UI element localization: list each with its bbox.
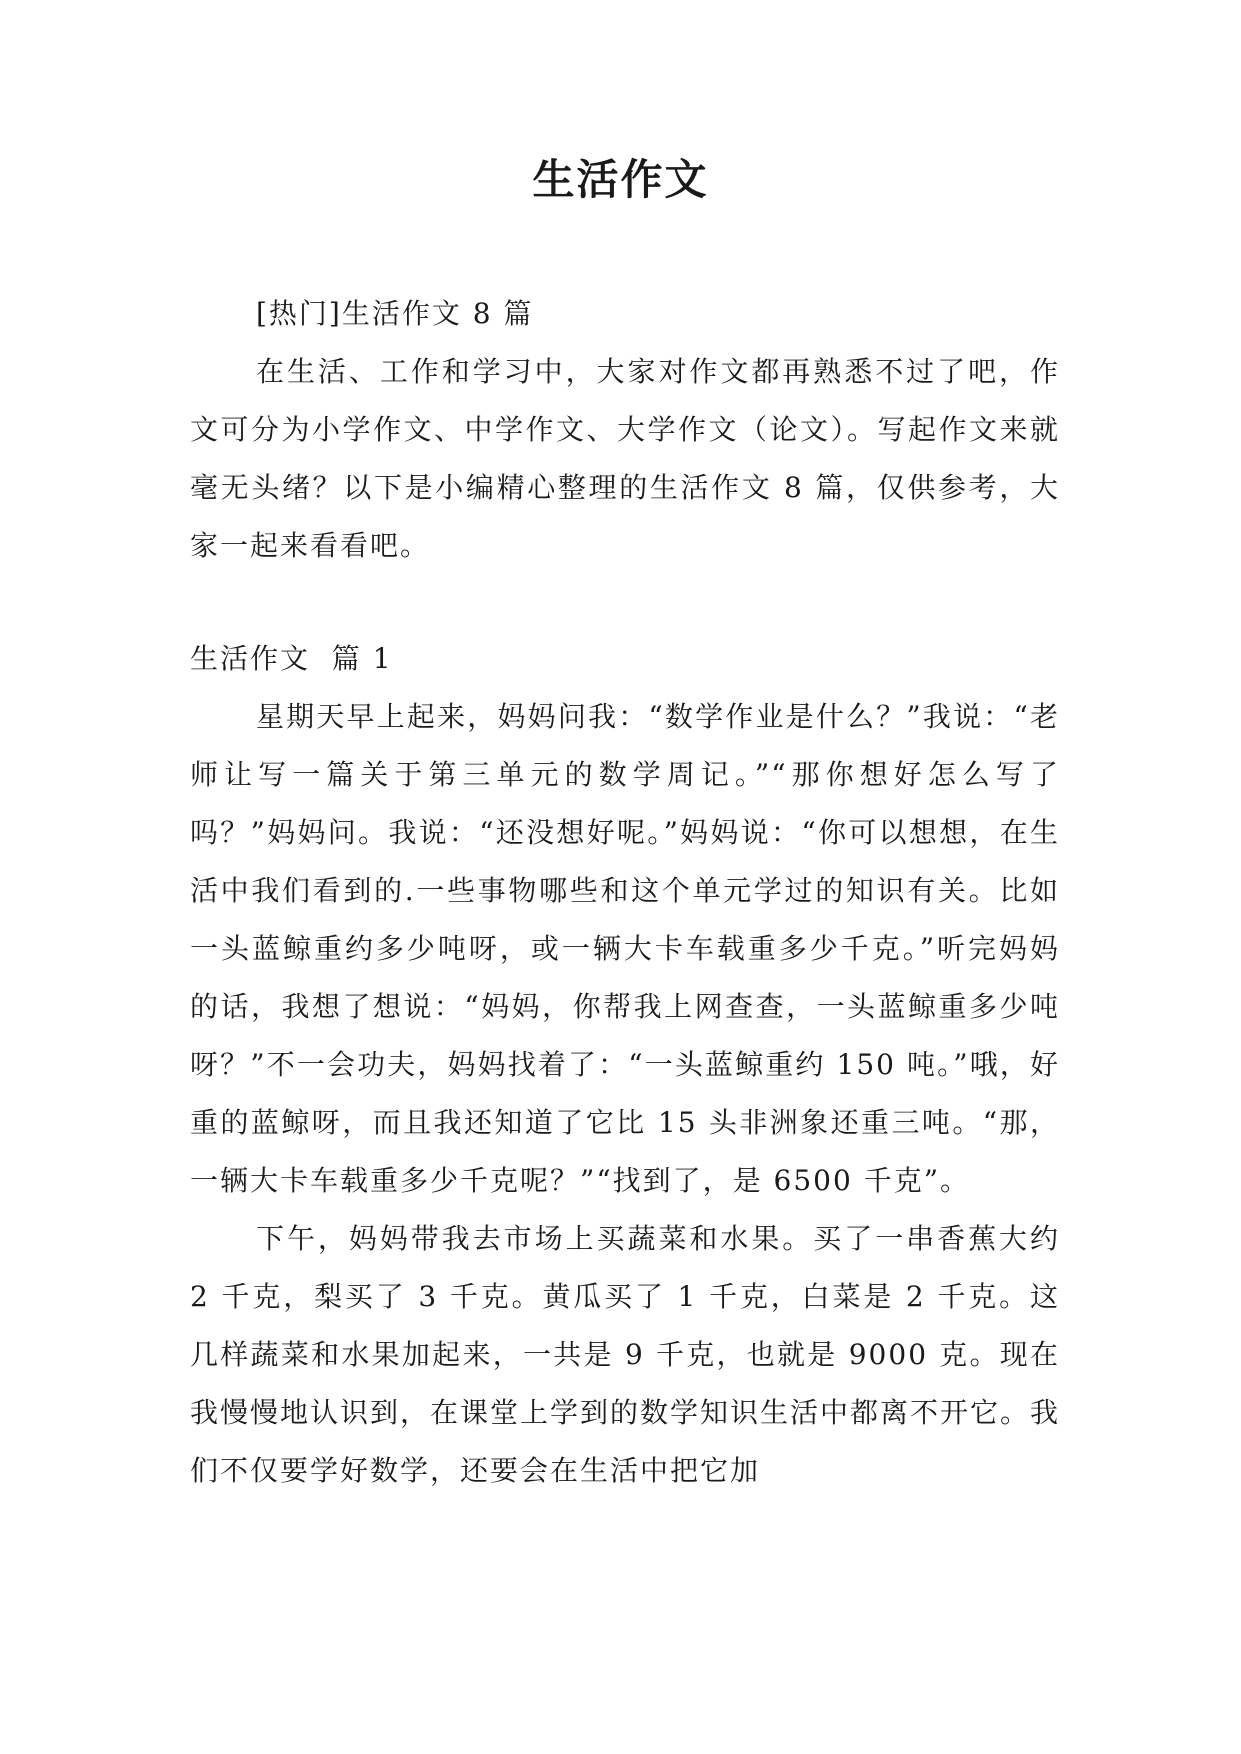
section-1 [190, 630, 1060, 1500]
page-title: 生活作文 [532, 155, 709, 204]
intro-block [190, 285, 1060, 575]
section-paragraph-1: 星期天早上起来，妈妈问我：“数学作业是什么？”我说：“老师让写一篇关于第三单元的数学周记。”“那你想好怎么写了吗？”妈妈问。我说：“还没想好呢。”妈妈说：“你可以想想，在生活中我们看到的.一些事物哪些和这个单元学过的知识有关。比如一头蓝鲸重约多少吨呀，或一辆大卡车载重多少千克。”听完妈妈的话，我想了想说：“妈妈，你帮我上网查查，一头蓝鲸重多少吨呀？”不一会功夫，妈妈找着了：“一头蓝鲸重约 150 吨。”哦，好重的蓝鲸呀，而且我还知道了它比 15 头非洲象还重三吨。“那，一辆大卡车载重多少千克呢？”“找到了，是 6500 千克”。 [190, 700, 1060, 1197]
section-heading: 生活作文 篇 1 [190, 642, 393, 675]
document-subtitle: [热门]生活作文 8 篇 [256, 297, 534, 330]
section-paragraph-2: 下午，妈妈带我去市场上买蔬菜和水果。买了一串香蕉大约 2 千克，梨买了 3 千克。黄瓜买了 1 千克，白菜是 2 千克。这几样蔬菜和水果加起来，一共是 9 千克，也就是 9000 克。现在我慢慢地认识到，在课堂上学到的数学知识生活中都离不开它。我们不仅要学好数学，还要会在生活中把它加 [190, 1222, 1061, 1487]
intro-paragraph: 在生活、工作和学习中，大家对作文都再熟悉不过了吧，作文可分为小学作文、中学作文、大学作文（论文）。写起作文来就毫无头绪？以下是小编精心整理的生活作文 8 篇，仅供参考，大家一起来看看吧。 [190, 355, 1060, 562]
